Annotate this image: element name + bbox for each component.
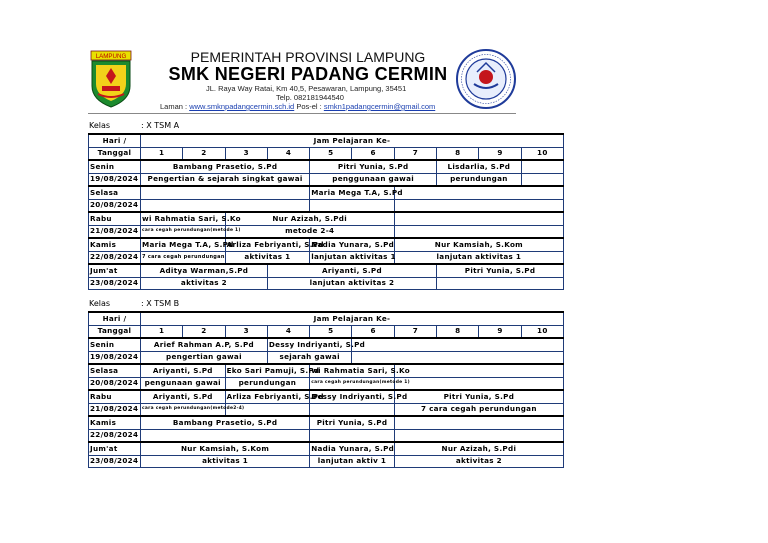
table-row — [89, 377, 564, 390]
day-date: 21/08/2024 — [89, 225, 141, 238]
topic-cell: perundungan — [437, 173, 522, 186]
period-5: 5 — [310, 325, 352, 338]
teacher-cell: Ariyanti, S.Pd — [141, 364, 226, 377]
empty-cell — [394, 212, 563, 225]
table-row — [89, 160, 564, 173]
day-date: 22/08/2024 — [89, 429, 141, 442]
period-2: 2 — [183, 325, 225, 338]
topic-cell: lanjutan aktivitas 1 — [310, 251, 395, 264]
teacher-cell: wi Rahmatia Sari, S.Ko — [310, 364, 395, 377]
day-date: 21/08/2024 — [89, 403, 141, 416]
school-address: JL. Raya Way Ratai, Km 40,5, Pesawaran, Lampung, 35451 — [206, 84, 407, 93]
school-name: SMK NEGERI PADANG CERMIN — [168, 64, 448, 84]
class-value-a: : X TSM A — [141, 121, 180, 130]
period-9: 9 — [479, 325, 521, 338]
empty-cell — [394, 199, 563, 212]
topic-cell: lanjutan aktivitas 2 — [267, 277, 436, 290]
teacher-cell: Nur Kamsiah, S.Kom — [141, 442, 310, 455]
teacher-cell: Maria Mega T.A, S.Pd — [310, 186, 395, 199]
table-header-row — [89, 134, 564, 147]
topic-cell: aktivitas 2 — [394, 455, 563, 468]
period-4: 4 — [267, 325, 309, 338]
teacher-cell: Dessy Indriyanti, S.Pd — [267, 338, 352, 351]
topic-cell: lanjutan aktivitas 1 — [394, 251, 563, 264]
day-name: Senin — [89, 160, 141, 173]
topic-cell: pengertian gawai — [141, 351, 268, 364]
empty-cell — [394, 416, 563, 429]
day-name: Kamis — [89, 416, 141, 429]
period-2: 2 — [183, 147, 225, 160]
empty-cell — [141, 429, 310, 442]
header-date: Tanggal — [89, 325, 141, 338]
table-row — [89, 390, 564, 403]
topic-cell: 7 cara cegah perundungan — [394, 403, 563, 416]
teacher-cell: Pitri Yunia, S.Pd — [310, 160, 437, 173]
table-row — [89, 416, 564, 429]
period-10: 10 — [521, 325, 563, 338]
period-1: 1 — [141, 325, 183, 338]
teacher-cell: Eko Sari Pamuji, S.Pd — [225, 364, 310, 377]
table-row — [89, 225, 564, 238]
table-row — [89, 186, 564, 199]
period-6: 6 — [352, 325, 394, 338]
day-date: 19/08/2024 — [89, 173, 141, 186]
table-row — [89, 277, 564, 290]
topic-cell: aktivitas 1 — [141, 455, 310, 468]
period-7: 7 — [394, 147, 436, 160]
period-4: 4 — [267, 147, 309, 160]
teacher-cell: Nadia Yunara, S.Pd — [310, 442, 395, 455]
class-label-b: Kelas — [89, 299, 111, 308]
teacher-cell: Pitri Yunia, S.Pd — [394, 390, 563, 403]
day-date: 23/08/2024 — [89, 455, 141, 468]
table-row — [89, 455, 564, 468]
teacher-cell: Ariyanti, S.Pd — [141, 390, 226, 403]
teacher-cell: Bambang Prasetio, S.Pd — [141, 160, 310, 173]
empty-cell — [394, 225, 563, 238]
header-date: Tanggal — [89, 147, 141, 160]
topic-cell: metode 2-4 — [225, 225, 394, 238]
day-name: Rabu — [89, 212, 141, 225]
topic-cell: cara cegah perundungan(metode 1) — [141, 225, 226, 238]
table-header-row — [89, 147, 564, 160]
class-value-b: : X TSM B — [141, 299, 180, 308]
topic-cell: perundungan — [225, 377, 310, 390]
teacher-cell: Arief Rahman A.P, S.Pd — [141, 338, 268, 351]
table-row — [89, 338, 564, 351]
day-name: Selasa — [89, 364, 141, 377]
teacher-cell: Arliza Febriyanti, S.Pd — [225, 238, 310, 251]
empty-cell — [352, 351, 564, 364]
day-name: Kamis — [89, 238, 141, 251]
teacher-cell: Dessy Indriyanti, S.Pd — [310, 390, 395, 403]
class-label-a: Kelas — [89, 121, 111, 130]
empty-cell — [310, 403, 395, 416]
table-row — [89, 403, 564, 416]
topic-cell: 7 cara cegah perundungan — [141, 251, 226, 264]
empty-cell — [141, 186, 310, 199]
school-seal-icon — [455, 48, 517, 110]
schedule-table-tsm-a — [88, 133, 564, 290]
empty-cell — [394, 364, 563, 377]
day-name: Jum'at — [89, 442, 141, 455]
teacher-cell: Aditya Warman,S.Pd — [141, 264, 268, 277]
teacher-cell: wi Rahmatia Sari, S.Ko — [141, 212, 226, 225]
empty-cell — [437, 277, 564, 290]
empty-cell — [394, 429, 563, 442]
period-8: 8 — [437, 325, 479, 338]
empty-cell — [521, 173, 563, 186]
topic-cell: penggunaan gawai — [310, 173, 437, 186]
topic-cell: Pengertian & sejarah singkat gawai — [141, 173, 310, 186]
day-date: 22/08/2024 — [89, 251, 141, 264]
table-row — [89, 199, 564, 212]
topic-cell: sejarah gawai — [267, 351, 352, 364]
school-contact: Laman : www.smknpadangcermin.sch.id Pos-el : smkn1padangcermin@gmail.com — [160, 102, 436, 111]
topic-cell: cara cegah perundungan(metode 1) — [310, 377, 395, 390]
day-name: Selasa — [89, 186, 141, 199]
table-header-row — [89, 325, 564, 338]
period-3: 3 — [225, 147, 267, 160]
empty-cell — [310, 429, 395, 442]
government-title: PEMERINTAH PROVINSI LAMPUNG — [190, 49, 426, 65]
teacher-cell: Ariyanti, S.Pd — [267, 264, 436, 277]
teacher-cell: Nur Azizah, S.Pdi — [225, 212, 394, 225]
empty-cell — [394, 377, 563, 390]
table-row — [89, 429, 564, 442]
topic-cell: aktivitas 2 — [141, 277, 268, 290]
day-name: Jum'at — [89, 264, 141, 277]
table-header-row — [89, 312, 564, 325]
teacher-cell: Arliza Febriyanti, S.Pd — [225, 390, 310, 403]
period-8: 8 — [437, 147, 479, 160]
header-day: Hari / — [89, 312, 141, 325]
empty-cell — [521, 160, 563, 173]
period-3: 3 — [225, 325, 267, 338]
svg-text:LAMPUNG: LAMPUNG — [95, 53, 127, 60]
header-divider — [88, 113, 516, 114]
topic-cell: lanjutan aktiv 1 — [310, 455, 395, 468]
day-name: Rabu — [89, 390, 141, 403]
teacher-cell: Pitri Yunia, S.Pd — [437, 264, 564, 277]
period-1: 1 — [141, 147, 183, 160]
table-row — [89, 351, 564, 364]
teacher-cell: Nur Azizah, S.Pdi — [394, 442, 563, 455]
header-jam: Jam Pelajaran Ke- — [141, 134, 564, 147]
topic-cell: aktivitas 1 — [225, 251, 310, 264]
day-date: 23/08/2024 — [89, 277, 141, 290]
period-7: 7 — [394, 325, 436, 338]
period-5: 5 — [310, 147, 352, 160]
table-row — [89, 238, 564, 251]
teacher-cell: Bambang Prasetio, S.Pd — [141, 416, 310, 429]
header-day: Hari / — [89, 134, 141, 147]
teacher-cell: Pitri Yunia, S.Pd — [310, 416, 395, 429]
table-row — [89, 442, 564, 455]
period-9: 9 — [479, 147, 521, 160]
day-date: 20/08/2024 — [89, 377, 141, 390]
teacher-cell: Lisdarlia, S.Pd — [437, 160, 522, 173]
empty-cell — [310, 199, 395, 212]
teacher-cell: Nadia Yunara, S.Pd — [310, 238, 395, 251]
empty-cell — [394, 186, 563, 199]
day-date: 20/08/2024 — [89, 199, 141, 212]
teacher-cell: Nur Kamsiah, S.Kom — [394, 238, 563, 251]
schedule-table-tsm-b — [88, 311, 564, 468]
period-6: 6 — [352, 147, 394, 160]
topic-cell: pengunaan gawai — [141, 377, 226, 390]
table-row — [89, 212, 564, 225]
letterhead — [0, 0, 768, 118]
table-row — [89, 364, 564, 377]
header-jam: Jam Pelajaran Ke- — [141, 312, 564, 325]
day-date: 19/08/2024 — [89, 351, 141, 364]
empty-cell — [141, 199, 310, 212]
period-10: 10 — [521, 147, 563, 160]
table-row — [89, 264, 564, 277]
school-phone: Telp. 082181944540 — [276, 93, 344, 102]
email-link[interactable]: smkn1padangcermin@gmail.com — [323, 102, 436, 111]
website-link[interactable]: www.smknpadangcermin.sch.id — [189, 102, 295, 111]
topic-cell: cara cegah perundungan(metode2-4) — [141, 403, 226, 416]
teacher-cell: Maria Mega T.A, S.Pd — [141, 238, 226, 251]
day-name: Senin — [89, 338, 141, 351]
empty-cell — [352, 338, 564, 351]
table-row — [89, 251, 564, 264]
table-row — [89, 173, 564, 186]
